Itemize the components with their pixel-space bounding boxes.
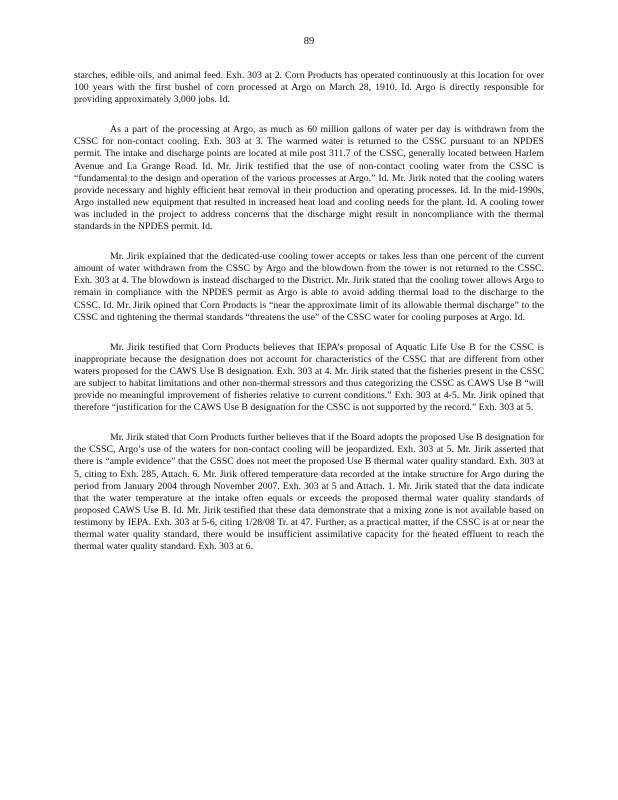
paragraph-cooling-tower: Mr. Jirik explained that the dedicated-use cooling tower accepts or takes less than one percent of the current amount of water withdrawn from the CSSC by Argo and the blowdown from the tower is not returned to the CSSC. Exh. 303 at 4. The blowdown is instead discharged to the District. Mr. Jirik stated that the cooling tower allows Argo to remain in compliance with the NPDES permit as Argo is able to avoid adding thermal load to the discharge to the CSSC. Id. Mr. Jirik opined that Corn Products is “near the approximate limit of its allowable thermal discharge” to the CSSC and tightening the thermal standards “threatens the use” of the CSSC water for cooling purposes at Argo. Id.	[74, 251, 544, 323]
paragraph-thermal-standards: Mr. Jirik stated that Corn Products further believes that if the Board adopts the proposed Use B designation for the CSSC, Argo’s use of the waters for non-contact cooling will be jeopardized. Exh. 303 at 5. Mr. Jirik asserted that there is “ample evidence” that the CSSC does not meet the proposed Use B thermal water quality standard. Exh. 303 at 5, citing to Exh. 285, Attach. 6. Mr. Jirik offered temperature data recorded at the intake structure for Argo during the period from January 2004 through November 2007. Exh. 303 at 5 and Attach. 1. Mr. Jirik stated that the data indicate that the water temperature at the intake often equals or exceeds the proposed thermal water quality standards of proposed CAWS Use B. Id. Mr. Jirik testified that these data demonstrate that a mixing zone is not available based on testimony by IEPA. Exh. 303 at 5-6, citing 1/28/08 Tr. at 47. Further, as a practical matter, if the CSSC is at or near the thermal water quality standard, there would be insufficient assimilative capacity for the heated effluent to reach the thermal water quality standard. Exh. 303 at 6.	[74, 432, 544, 553]
paragraph-cooling-water: As a part of the processing at Argo, as much as 60 million gallons of water per day is withdrawn from the CSSC for non-contact cooling. Exh. 303 at 3. The warmed water is returned to the CSSC pursuant to an NPDES permit. The intake and discharge points are located at mile post 311.7 of the CSSC, generally located between Harlem Avenue and La Grange Road. Id. Mr. Jirik testified that the use of non-contact cooling water from the CSSC is “fundamental to the design and operation of the various processes at Argo.” Id. Mr. Jirik noted that the cooling waters provide necessary and highly efficient heat removal in their production and operating processes. Id. In the mid-1990s, Argo installed new equipment that resulted in increased heat load and cooling needs for the plant. Id. A cooling tower was included in the project to address concerns that the discharge might result in noncompliance with the thermal standards in the NPDES permit. Id.	[74, 124, 544, 233]
paragraph-use-b-designation: Mr. Jirik testified that Corn Products believes that IEPA’s proposal of Aquatic Life Use B for the CSSC is inappropriate because the designation does not account for characteristics of the CSSC that are different from other waters proposed for the CAWS Use B designation. Exh. 303 at 4. Mr. Jirik stated that the fisheries present in the CSSC are subject to habitat limitations and other non-thermal stressors and thus categorizing the CSSC as CAWS Use B “will provide no meaningful improvement of fisheries relative to current conditions.” Exh. 303 at 4-5. Mr. Jirik opined that therefore “justification for the CAWS Use B designation for the CSSC is not supported by the record.” Exh. 303 at 5.	[74, 341, 544, 414]
document-body	[74, 70, 544, 571]
paragraph-intro-argo: starches, edible oils, and animal feed. Exh. 303 at 2. Corn Products has operated continuously at this location for over 100 years with the first bushel of corn processed at Argo on March 28, 1910. Id. Argo is directly responsible for providing approximately 3,000 jobs. Id.	[74, 70, 544, 106]
page-number: 89	[303, 36, 315, 47]
